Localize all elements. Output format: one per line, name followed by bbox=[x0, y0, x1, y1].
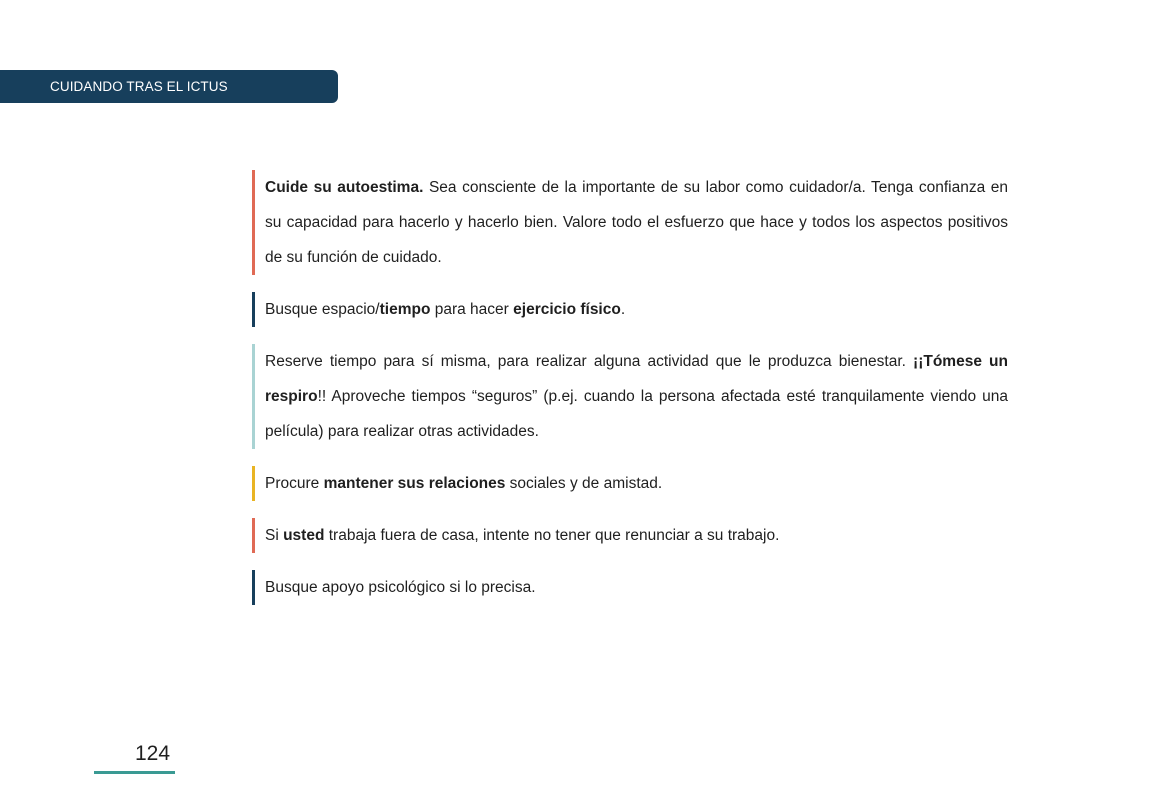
advice-item bbox=[252, 292, 1008, 327]
body-text: Busque espacio/ bbox=[265, 301, 380, 318]
body-text: trabaja fuera de casa, intente no tener que renunciar a su trabajo. bbox=[324, 527, 780, 544]
body-text: Busque apoyo psicológico si lo precisa. bbox=[265, 579, 536, 596]
body-text: para hacer bbox=[430, 301, 514, 318]
body-text: . bbox=[620, 301, 626, 318]
emphasis-text: usted bbox=[283, 527, 325, 544]
section-header-band bbox=[0, 70, 338, 103]
body-text: Procure bbox=[265, 475, 324, 492]
emphasis-text: tiempo bbox=[379, 301, 431, 318]
emphasis-text: mantener sus relaciones bbox=[323, 475, 506, 492]
section-header-title: CUIDANDO TRAS EL ICTUS bbox=[50, 79, 228, 94]
advice-item bbox=[252, 466, 1008, 501]
page-number-underline bbox=[94, 771, 175, 774]
body-text: Sea consciente de la importante de su labor como cuidador/a. Tenga confianza en su capacidad para hacerlo y hacerlo bien. Valore todo el esfuerzo que hace y todos los aspectos positivos de su función de cuidado. bbox=[265, 179, 1008, 266]
advice-list bbox=[252, 170, 1008, 622]
advice-item bbox=[252, 344, 1008, 449]
body-text: Reserve tiempo para sí misma, para realizar alguna actividad que le produzca bienestar. bbox=[265, 353, 914, 370]
advice-item bbox=[252, 170, 1008, 275]
page-number: 124 bbox=[135, 742, 171, 765]
emphasis-text: Cuide su autoestima. bbox=[265, 179, 424, 196]
advice-item bbox=[252, 570, 1008, 605]
advice-item bbox=[252, 518, 1008, 553]
emphasis-text: ejercicio físico bbox=[513, 301, 621, 318]
body-text: Si bbox=[265, 527, 284, 544]
body-text: !! Aproveche tiempos “seguros” (p.ej. cuando la persona afectada esté tranquilamente viendo una película) para realizar otras actividades. bbox=[265, 388, 1008, 440]
emphasis-text: ¡¡Tómese un respiro bbox=[265, 353, 1008, 405]
body-text: sociales y de amistad. bbox=[505, 475, 663, 492]
